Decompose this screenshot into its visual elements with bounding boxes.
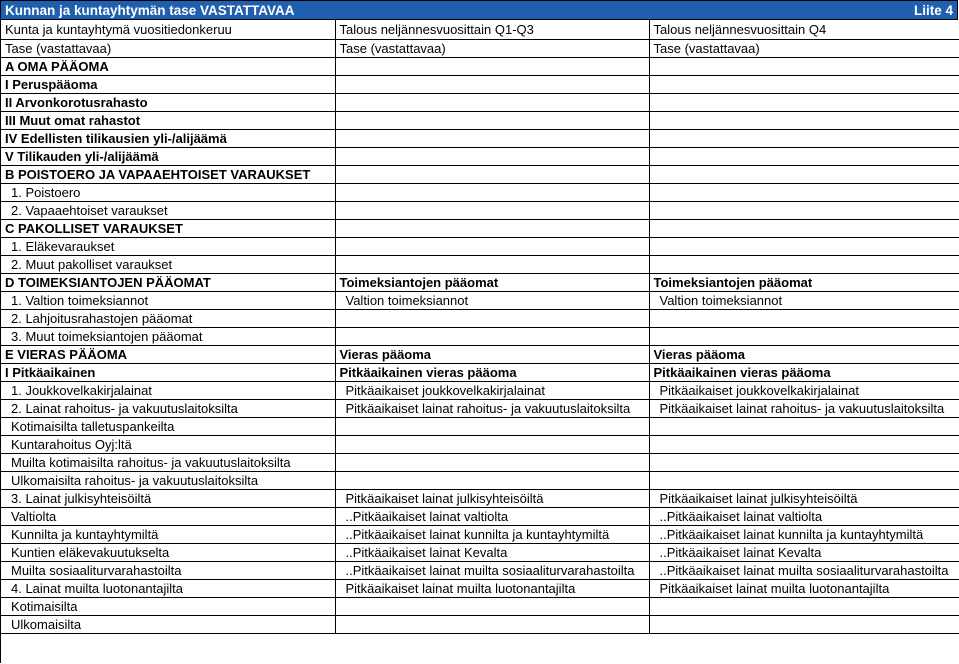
table-cell: Pitkäaikaiset lainat muilta luotonantajilta xyxy=(335,579,649,597)
table-row xyxy=(1,507,959,525)
table-cell xyxy=(335,255,649,273)
table-cell: Pitkäaikaiset lainat rahoitus- ja vakuutuslaitoksilta xyxy=(335,399,649,417)
table-cell: ..Pitkäaikaiset lainat Kevalta xyxy=(335,543,649,561)
table-cell: 3. Lainat julkisyhteisöiltä xyxy=(1,489,335,507)
table-cell: 1. Valtion toimeksiannot xyxy=(1,291,335,309)
table-row xyxy=(1,381,959,399)
header-cell-q4: Talous neljännesvuosittain Q4 xyxy=(649,20,959,39)
table-cell xyxy=(335,201,649,219)
table-cell: Pitkäaikaiset lainat julkisyhteisöiltä xyxy=(649,489,959,507)
table-cell: Pitkäaikainen vieras pääoma xyxy=(649,363,959,381)
table-cell: ..Pitkäaikaiset lainat valtiolta xyxy=(649,507,959,525)
table-cell: II Arvonkorotusrahasto xyxy=(1,93,335,111)
table-cell xyxy=(335,93,649,111)
table-cell: 2. Lahjoitusrahastojen pääomat xyxy=(1,309,335,327)
table-row xyxy=(1,597,959,615)
table-cell: ..Pitkäaikaiset lainat muilta sosiaaliturvarahastoilta xyxy=(335,561,649,579)
table-cell: 1. Joukkovelkakirjalainat xyxy=(1,381,335,399)
table-cell xyxy=(649,597,959,615)
table-row xyxy=(1,327,959,345)
table-row xyxy=(1,489,959,507)
header-cell-annual: Kunta ja kuntayhtymä vuositiedonkeruu xyxy=(1,20,335,39)
table-cell xyxy=(649,615,959,633)
table-cell: Kuntien eläkevakuutukselta xyxy=(1,543,335,561)
table-cell: Muilta kotimaisilta rahoitus- ja vakuutuslaitoksilta xyxy=(1,453,335,471)
table-row xyxy=(1,309,959,327)
table-row xyxy=(1,255,959,273)
table-row xyxy=(1,273,959,291)
table-cell xyxy=(649,417,959,435)
table-cell: Vieras pääoma xyxy=(649,345,959,363)
table-cell: 3. Muut toimeksiantojen pääomat xyxy=(1,327,335,345)
table-cell: ..Pitkäaikaiset lainat Kevalta xyxy=(649,543,959,561)
table-cell: Tase (vastattavaa) xyxy=(1,39,335,57)
table-cell xyxy=(649,255,959,273)
table-cell: Kotimaisilta talletuspankeilta xyxy=(1,417,335,435)
table-row xyxy=(1,201,959,219)
table-row xyxy=(1,399,959,417)
table-row xyxy=(1,219,959,237)
table-cell xyxy=(649,111,959,129)
appendix-label: Liite 4 xyxy=(913,2,953,18)
table-cell xyxy=(335,597,649,615)
table-cell xyxy=(649,309,959,327)
table-cell xyxy=(335,615,649,633)
table-cell xyxy=(335,129,649,147)
table-row xyxy=(1,129,959,147)
table-cell: I Pitkäaikainen xyxy=(1,363,335,381)
table-cell xyxy=(335,165,649,183)
table-cell: III Muut omat rahastot xyxy=(1,111,335,129)
balance-table xyxy=(1,20,959,634)
table-cell xyxy=(649,147,959,165)
table-row xyxy=(1,453,959,471)
table-cell: Tase (vastattavaa) xyxy=(335,39,649,57)
table-cell xyxy=(649,129,959,147)
table-cell: Pitkäaikaiset lainat muilta luotonantajilta xyxy=(649,579,959,597)
table-row xyxy=(1,543,959,561)
table-cell: V Tilikauden yli-/alijäämä xyxy=(1,147,335,165)
table-cell xyxy=(335,219,649,237)
table-cell: 2. Lainat rahoitus- ja vakuutuslaitoksilta xyxy=(1,399,335,417)
table-cell xyxy=(335,57,649,75)
table-cell: ..Pitkäaikaiset lainat muilta sosiaaliturvarahastoilta xyxy=(649,561,959,579)
table-cell xyxy=(649,75,959,93)
table-cell xyxy=(649,165,959,183)
table-cell: I Peruspääoma xyxy=(1,75,335,93)
table-cell: ..Pitkäaikaiset lainat kunnilta ja kuntayhtymiltä xyxy=(335,525,649,543)
table-cell: Kuntarahoitus Oyj:ltä xyxy=(1,435,335,453)
table-cell: Tase (vastattavaa) xyxy=(649,39,959,57)
table-cell xyxy=(649,435,959,453)
table-cell xyxy=(335,147,649,165)
table-cell: Pitkäaikaiset joukkovelkakirjalainat xyxy=(335,381,649,399)
table-cell xyxy=(649,183,959,201)
table-cell xyxy=(335,435,649,453)
table-cell: Toimeksiantojen pääomat xyxy=(649,273,959,291)
table-cell: Vieras pääoma xyxy=(335,345,649,363)
table-row xyxy=(1,93,959,111)
table-cell xyxy=(649,237,959,255)
table-cell xyxy=(649,327,959,345)
table-cell: Toimeksiantojen pääomat xyxy=(335,273,649,291)
table-cell: Valtiolta xyxy=(1,507,335,525)
table-cell: Kunnilta ja kuntayhtymiltä xyxy=(1,525,335,543)
table-cell: C PAKOLLISET VARAUKSET xyxy=(1,219,335,237)
table-cell: Pitkäaikaiset joukkovelkakirjalainat xyxy=(649,381,959,399)
table-cell: 1. Poistoero xyxy=(1,183,335,201)
table-row xyxy=(1,237,959,255)
table-cell xyxy=(335,417,649,435)
table-row xyxy=(1,525,959,543)
table-row xyxy=(1,417,959,435)
header-row xyxy=(1,20,959,39)
table-cell: Muilta sosiaaliturvarahastoilta xyxy=(1,561,335,579)
table-row xyxy=(1,435,959,453)
table-cell: A OMA PÄÄOMA xyxy=(1,57,335,75)
table-cell xyxy=(335,471,649,489)
table-cell: Ulkomaisilta xyxy=(1,615,335,633)
table-row xyxy=(1,165,959,183)
table-row xyxy=(1,345,959,363)
table-cell xyxy=(649,219,959,237)
table-cell xyxy=(335,309,649,327)
table-cell: Ulkomaisilta rahoitus- ja vakuutuslaitoksilta xyxy=(1,471,335,489)
table-cell: ..Pitkäaikaiset lainat kunnilta ja kuntayhtymiltä xyxy=(649,525,959,543)
table-cell: IV Edellisten tilikausien yli-/alijäämä xyxy=(1,129,335,147)
table-cell xyxy=(649,471,959,489)
table-cell: 2. Vapaaehtoiset varaukset xyxy=(1,201,335,219)
table-row xyxy=(1,183,959,201)
table-cell xyxy=(335,111,649,129)
table-cell: 4. Lainat muilta luotonantajilta xyxy=(1,579,335,597)
table-cell xyxy=(649,453,959,471)
sheet-title: Kunnan ja kuntayhtymän tase VASTATTAVAA xyxy=(5,2,295,18)
table-row xyxy=(1,291,959,309)
table-cell: 1. Eläkevaraukset xyxy=(1,237,335,255)
table-row xyxy=(1,615,959,633)
table-cell: Valtion toimeksiannot xyxy=(335,291,649,309)
header-cell-q1-q3: Talous neljännesvuosittain Q1-Q3 xyxy=(335,20,649,39)
table-row xyxy=(1,39,959,57)
table-cell: Pitkäaikaiset lainat rahoitus- ja vakuutuslaitoksilta xyxy=(649,399,959,417)
table-cell xyxy=(335,75,649,93)
table-cell xyxy=(335,453,649,471)
table-cell: ..Pitkäaikaiset lainat valtiolta xyxy=(335,507,649,525)
table-cell xyxy=(335,327,649,345)
table-row xyxy=(1,579,959,597)
table-row xyxy=(1,471,959,489)
table-cell: 2. Muut pakolliset varaukset xyxy=(1,255,335,273)
table-cell: Pitkäaikaiset lainat julkisyhteisöiltä xyxy=(335,489,649,507)
table-cell: E VIERAS PÄÄOMA xyxy=(1,345,335,363)
table-cell: D TOIMEKSIANTOJEN PÄÄOMAT xyxy=(1,273,335,291)
table-cell xyxy=(649,93,959,111)
table-cell xyxy=(649,201,959,219)
table-row xyxy=(1,57,959,75)
table-row xyxy=(1,111,959,129)
table-cell xyxy=(335,237,649,255)
title-bar xyxy=(1,1,958,20)
table-cell: B POISTOERO JA VAPAAEHTOISET VARAUKSET xyxy=(1,165,335,183)
table-cell: Kotimaisilta xyxy=(1,597,335,615)
table-row xyxy=(1,147,959,165)
table-row xyxy=(1,363,959,381)
table-row xyxy=(1,561,959,579)
table-cell: Pitkäaikainen vieras pääoma xyxy=(335,363,649,381)
table-row xyxy=(1,75,959,93)
table-cell: Valtion toimeksiannot xyxy=(649,291,959,309)
table-cell xyxy=(649,57,959,75)
table-cell xyxy=(335,183,649,201)
